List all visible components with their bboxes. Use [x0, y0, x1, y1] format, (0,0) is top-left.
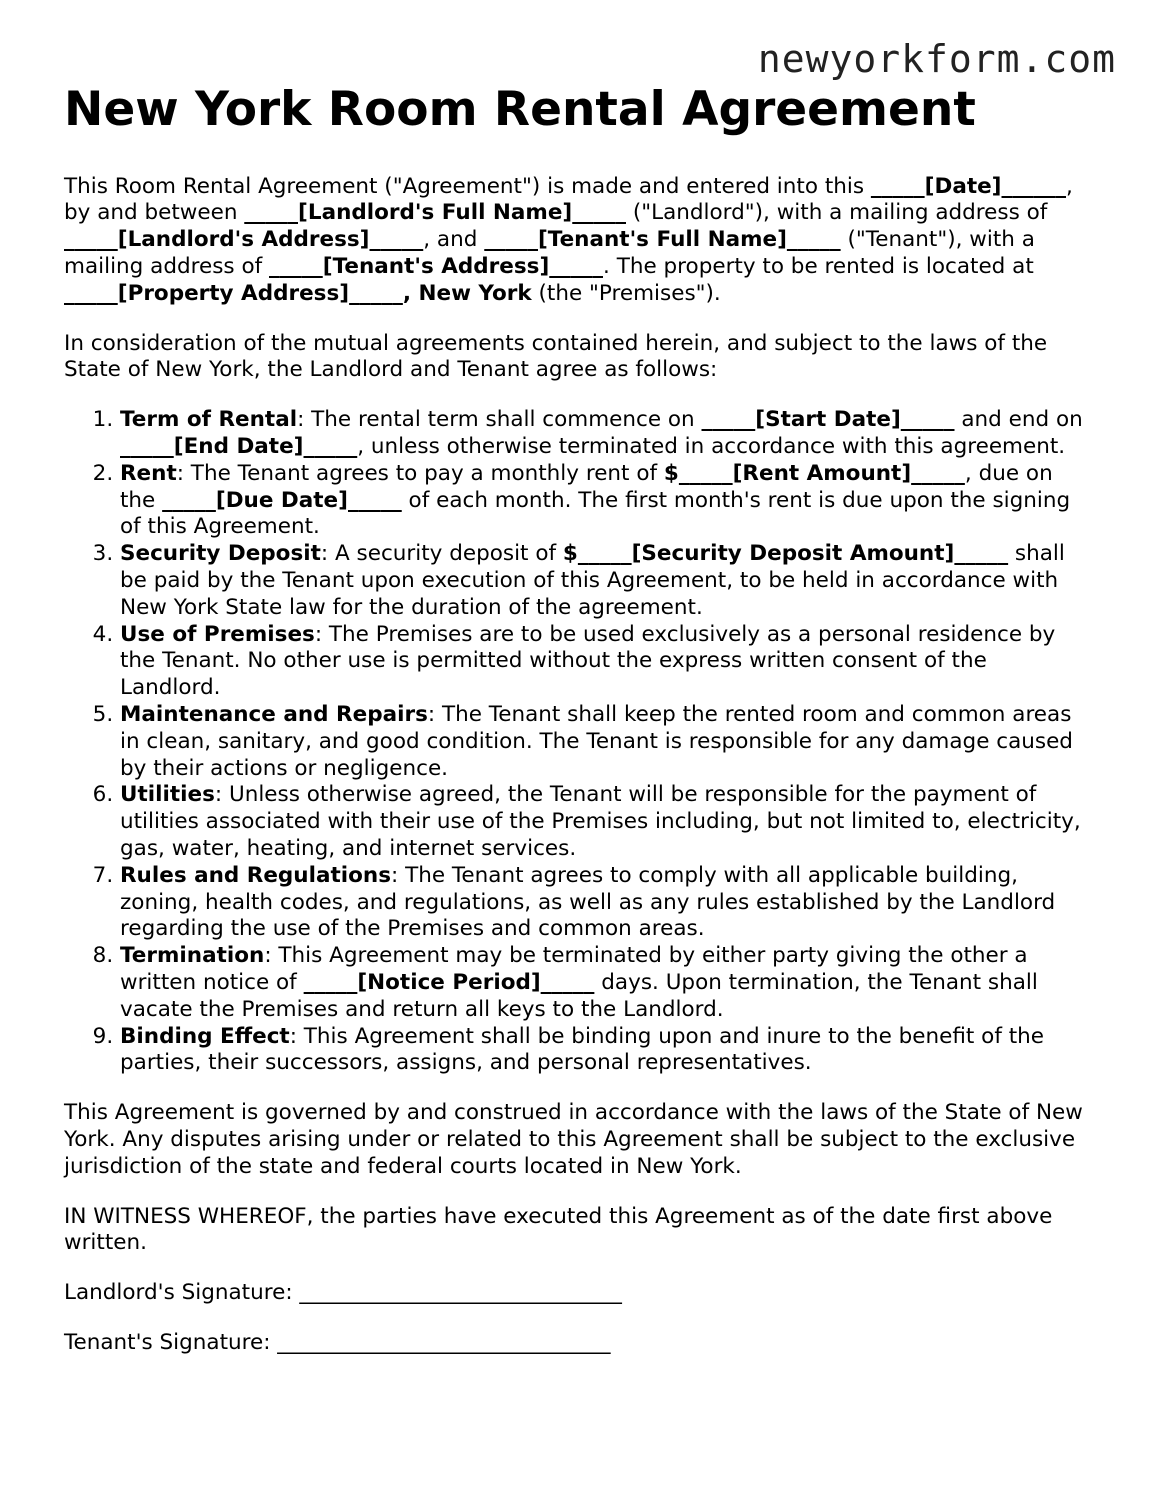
utilities-text: : Unless otherwise agreed, the Tenant will be responsible for the payment of utilities associated with their use of the Premises including, but not limited to, electricity, gas, water, heating, and internet services. — [120, 782, 1081, 862]
binding-text: : This Agreement shall be binding upon and inure to the benefit of the parties, their successors, assigns, and personal representatives. — [120, 1023, 1045, 1076]
witness-paragraph: IN WITNESS WHEREOF, the parties have executed this Agreement as of the date first above written. — [64, 1203, 1053, 1256]
binding-heading: Binding Effect — [120, 1023, 290, 1049]
due-date-field: _____[Due Date]_____ — [162, 487, 402, 513]
landlord-address-field: _____[Landlord's Address]_____ — [64, 227, 424, 253]
use-text: : The Premises are to be used exclusively as a personal residence by the Tenant. No other use is permitted without the express written consent of the Landlord. — [120, 621, 1056, 701]
term-of-rental-item — [120, 407, 1086, 461]
term-text: : The rental term shall commence on — [297, 407, 702, 433]
tenant-address-field: _____[Tenant's Address]_____ — [269, 254, 604, 280]
termination-text: days. Upon termination, the Tenant shall vacate the Premises and return all keys to the Landlord. — [120, 970, 1038, 1022]
property-address-field: _____[Property Address]_____, New York — [64, 280, 532, 306]
document-title: New York Room Rental Agreement — [64, 82, 976, 137]
end-date-field: _____[End Date]_____ — [120, 434, 358, 460]
rent-heading: Rent — [120, 460, 177, 486]
site-watermark: newyorkform.com — [757, 37, 1116, 81]
rent-amount-field: $_____[Rent Amount]_____ — [663, 460, 965, 486]
binding-effect-item — [120, 1024, 1086, 1078]
date-field: _____[Date]______ — [870, 173, 1067, 199]
document-page — [64, 84, 1086, 1380]
maintenance-item — [120, 702, 1086, 782]
tenant-name-field: _____[Tenant's Full Name]_____ — [484, 227, 841, 253]
maintenance-text: : The Tenant shall keep the rented room and common areas in clean, sanitary, and good condition. The Tenant is responsible for any damage caused by their actions or negligence. — [120, 702, 1073, 781]
intro-text: ("Landlord"), with a mailing address of — [626, 200, 1048, 226]
utilities-heading: Utilities — [120, 782, 215, 808]
term-text: , unless otherwise terminated in accordance with this agreement. — [357, 434, 1066, 460]
landlord-name-field: _____[Landlord's Full Name]_____ — [244, 200, 626, 226]
term-heading: Term of Rental — [120, 407, 298, 433]
rent-item — [120, 461, 1086, 541]
deposit-heading: Security Deposit — [120, 541, 321, 567]
rules-item — [120, 863, 1086, 943]
start-date-field: _____[Start Date]_____ — [701, 407, 955, 433]
intro-text: (the "Premises"). — [531, 280, 721, 306]
intro-text: This Room Rental Agreement ("Agreement") is made and entered into this — [64, 173, 871, 199]
maintenance-heading: Maintenance and Repairs — [120, 702, 428, 728]
consideration-paragraph: In consideration of the mutual agreements contained herein, and subject to the laws of the State of New York, the Landlord and Tenant agree as follows: — [64, 330, 1048, 383]
termination-text: : This Agreement may be terminated by either party giving the other a written notice of — [120, 943, 1028, 995]
rent-text: of each month. The first month's rent is due upon the signing of this Agreement. — [120, 487, 1071, 540]
rent-text: , due on the — [120, 460, 1053, 513]
deposit-text: : A security deposit of — [320, 541, 563, 567]
governing-law-paragraph: This Agreement is governed by and construed in accordance with the laws of the State of New York. Any disputes arising under or related to this Agreement shall be subject to the exclusive jurisdiction of the state and federal courts located in New York. — [64, 1100, 1083, 1179]
intro-text: , and — [423, 227, 485, 253]
term-text: and end on — [954, 407, 1083, 433]
rules-heading: Rules and Regulations — [120, 862, 392, 888]
intro-text: ("Tenant"), with a mailing address of — [64, 227, 1035, 280]
termination-item — [120, 943, 1086, 1023]
rent-text: : The Tenant agrees to pay a monthly rent of — [176, 460, 664, 486]
deposit-amount-field: $_____[Security Deposit Amount]_____ — [562, 541, 1009, 567]
use-heading: Use of Premises — [120, 621, 315, 647]
intro-paragraph — [64, 174, 1086, 308]
termination-heading: Termination — [120, 943, 265, 969]
security-deposit-item — [120, 541, 1086, 621]
intro-text: . The property to be rented is located at — [603, 254, 1034, 280]
terms-list — [64, 407, 1086, 1077]
utilities-item — [120, 782, 1086, 862]
tenant-signature-line: Tenant's Signature: _______________________________ — [64, 1329, 611, 1355]
use-of-premises-item — [120, 622, 1086, 702]
landlord-signature-line: Landlord's Signature: ______________________________ — [64, 1280, 622, 1306]
intro-text: , by and between — [64, 173, 1073, 226]
deposit-text: shall be paid by the Tenant upon execution of this Agreement, to be held in accordance with New York State law for the duration of the agreement. — [120, 541, 1065, 620]
notice-period-field: _____[Notice Period]_____ — [303, 970, 595, 995]
rules-text: : The Tenant agrees to comply with all applicable building, zoning, health codes, and regulations, as well as any rules established by the Landlord regarding the use of the Premises and common areas. — [120, 862, 1056, 942]
